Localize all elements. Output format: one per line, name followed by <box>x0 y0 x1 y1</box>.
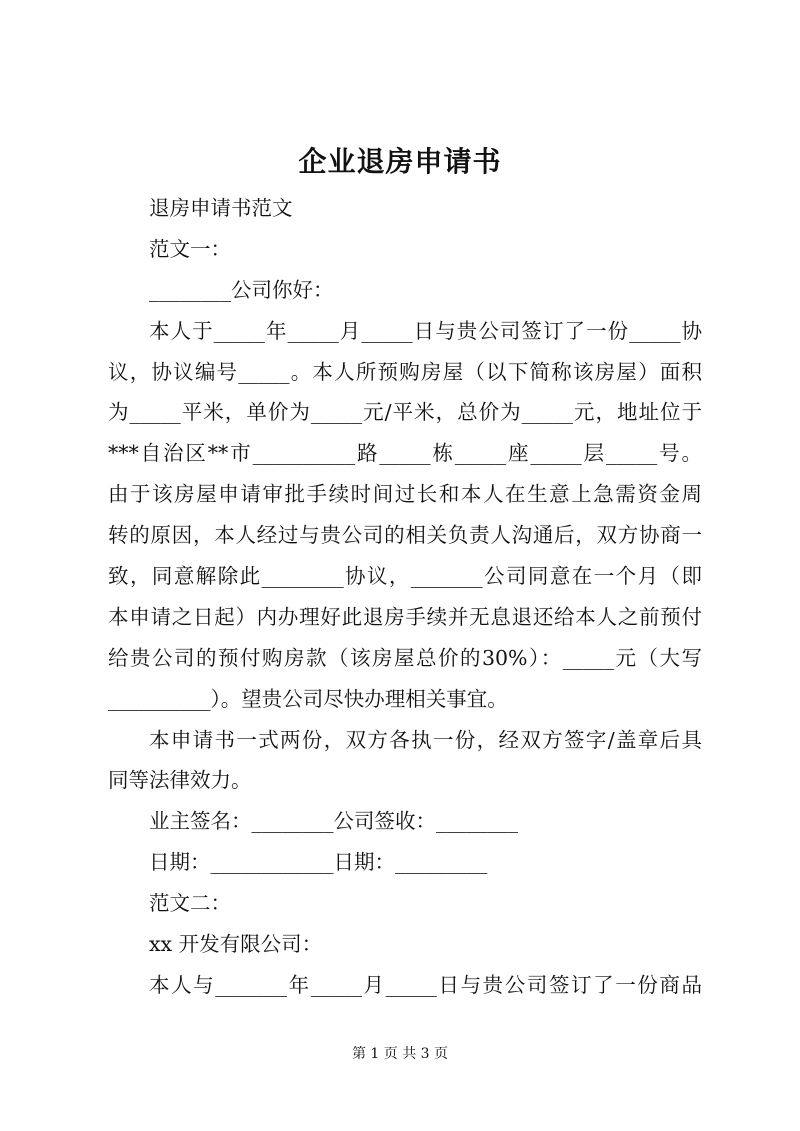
section-heading-sample-two: 范文二： <box>149 891 231 916</box>
body-line: 同等法律效力。 <box>108 768 252 793</box>
section-heading-sample-one: 范文一： <box>149 236 231 261</box>
body-line: ***自治区**市__________路_____栋_____座_____层_____号。 <box>108 441 702 466</box>
date-line: 日期：____________日期：_________ <box>149 850 488 875</box>
body-line: 给贵公司的预付购房款（该房屋总价的30%）：_____元（大写 <box>108 645 702 670</box>
body-line: 由于该房屋申请审批手续时间过长和本人在生意上急需资金周 <box>108 482 702 507</box>
signature-line: 业主签名：________公司签收：________ <box>149 809 518 834</box>
subtitle-line: 退房申请书范文 <box>149 196 293 220</box>
body-line: 议，协议编号_____。本人所预购房屋（以下简称该房屋）面积 <box>108 359 702 384</box>
body-line: 转的原因，本人经过与贵公司的相关负责人沟通后，双方协商一 <box>108 523 702 548</box>
body-line: __________）。望贵公司尽快办理相关事宜。 <box>108 686 508 711</box>
body-line: 本申请书一式两份，双方各执一份，经双方签字/盖章后具 <box>149 727 702 752</box>
body-line: 本人于_____年_____月_____日与贵公司签订了一份_____协 <box>149 318 702 343</box>
page-footer: 第 1 页 共 3 页 <box>351 1046 449 1062</box>
body-line: 致，同意解除此________协议，_______公司同意在一个月（即 <box>108 564 702 589</box>
body-line: 本人与_______年_____月_____日与贵公司签订了一份商品 <box>149 972 702 997</box>
document-title: 企业退房申请书 <box>298 145 502 178</box>
salutation-line: ________公司你好： <box>149 277 334 302</box>
body-line: 为_____平米，单价为_____元/平米，总价为_____元，地址位于 <box>108 400 702 425</box>
document-body <box>108 188 702 1006</box>
body-line: 本申请之日起）内办理好此退房手续并无息退还给本人之前预付 <box>108 604 702 629</box>
salutation-line: xx 开发有限公司： <box>149 932 323 957</box>
